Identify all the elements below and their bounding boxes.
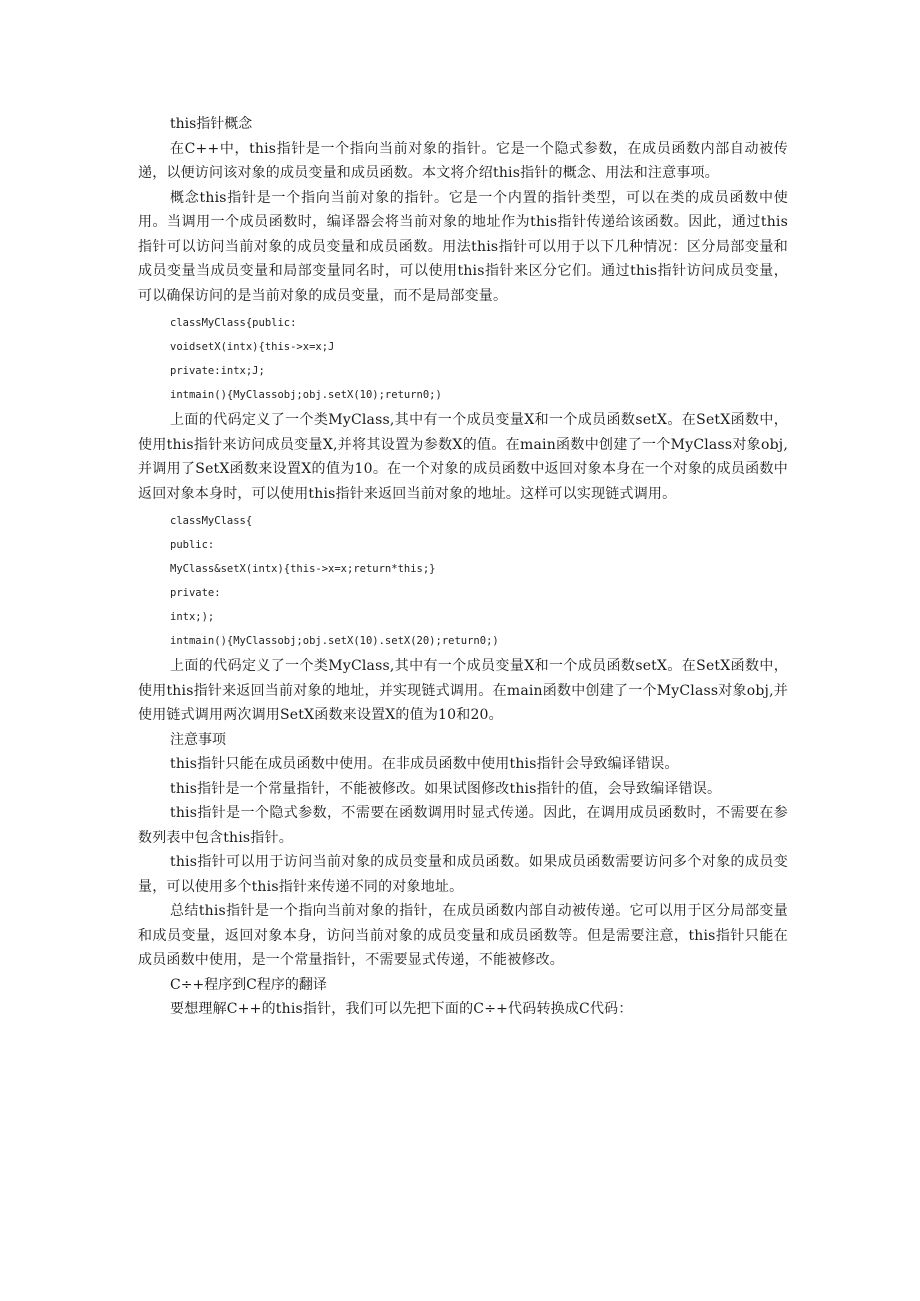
intro-paragraph: 在C++中，this指针是一个指向当前对象的指针。它是一个隐式参数，在成员函数内部自动被传递，以便访问该对象的成员变量和成员函数。本文将介绍this指针的概念、用法和注意事项。 bbox=[138, 140, 788, 181]
code-line: classMyClass{ bbox=[170, 515, 253, 527]
note-paragraph: this指针是一个常量指针，不能被修改。如果试图修改this指针的值，会导致编译错误。 bbox=[170, 780, 722, 797]
code-line: voidsetX(intx){this->x=x;J bbox=[170, 341, 335, 353]
code-line: MyClass&setX(intx){this->x=x;return*this;} bbox=[170, 563, 436, 575]
code-line: public: bbox=[170, 539, 215, 551]
explain-paragraph-1: 上面的代码定义了一个类MyClass,其中有一个成员变量X和一个成员函数setX。在SetX函数中，使用this指针来访问成员变量X,并将其设置为参数X的值。在main函数中创建了一个MyClass对象obj,并调用了SetX函数来设置X的值为10。在一个对象的成员函数中返回对象本身在一个对象的成员函数中返回对象本身时，可以使用this指针来返回当前对象的地址。这样可以实现链式调用。 bbox=[138, 412, 788, 502]
note-paragraph: this指针只能在成员函数中使用。在非成员函数中使用this指针会导致编译错误。 bbox=[170, 756, 679, 772]
code-block-2 bbox=[138, 509, 788, 653]
notes-heading: 注意事项 bbox=[170, 731, 226, 748]
code-line: intx;); bbox=[170, 611, 215, 623]
document-title: this指针概念 bbox=[170, 116, 253, 132]
translate-heading: C÷+程序到C程序的翻译 bbox=[170, 976, 327, 993]
concept-paragraph: 概念this指针是一个指向当前对象的指针。它是一个内置的指针类型，可以在类的成员函数中使用。当调用一个成员函数时，编译器会将当前对象的地址作为this指针传递给该函数。因此，通过this指针可以访问当前对象的成员变量和成员函数。用法this指针可以用于以下几种情况：区分局部变量和成员变量当成员变量和局部变量同名时，可以使用this指针来区分它们。通过this指针访问成员变量，可以确保访问的是当前对象的成员变量，而不是局部变量。 bbox=[138, 189, 788, 304]
code-line: intmain(){MyClassobj;obj.setX(10);return0;) bbox=[170, 389, 442, 401]
explain-paragraph-2: 上面的代码定义了一个类MyClass,其中有一个成员变量X和一个成员函数setX。在SetX函数中，使用this指针来返回当前对象的地址，并实现链式调用。在main函数中创建了一个MyClass对象obj,并使用链式调用两次调用SetX函数来设置X的值为10和20。 bbox=[138, 658, 788, 723]
code-line: private:intx;J; bbox=[170, 365, 265, 377]
summary-paragraph: 总结this指针是一个指向当前对象的指针，在成员函数内部自动被传递。它可以用于区分局部变量和成员变量，返回对象本身，访问当前对象的成员变量和成员函数等。但是需要注意，this指针只能在成员函数中使用，是一个常量指针，不需要显式传递，不能被修改。 bbox=[138, 903, 788, 968]
translate-intro-paragraph: 要想理解C++的this指针，我们可以先把下面的C÷+代码转换成C代码： bbox=[170, 1001, 633, 1017]
code-line: private: bbox=[170, 587, 221, 599]
note-paragraph: this指针可以用于访问当前对象的成员变量和成员函数。如果成员函数需要访问多个对象的成员变量，可以使用多个this指针来传递不同的对象地址。 bbox=[138, 854, 788, 895]
code-block-1 bbox=[138, 311, 788, 407]
code-line: intmain(){MyClassobj;obj.setX(10).setX(20);return0;) bbox=[170, 635, 499, 647]
code-line: classMyClass{public: bbox=[170, 317, 297, 329]
document-body bbox=[138, 112, 788, 1022]
note-paragraph: this指针是一个隐式参数，不需要在函数调用时显式传递。因此，在调用成员函数时，不需要在参数列表中包含this指针。 bbox=[138, 805, 788, 846]
